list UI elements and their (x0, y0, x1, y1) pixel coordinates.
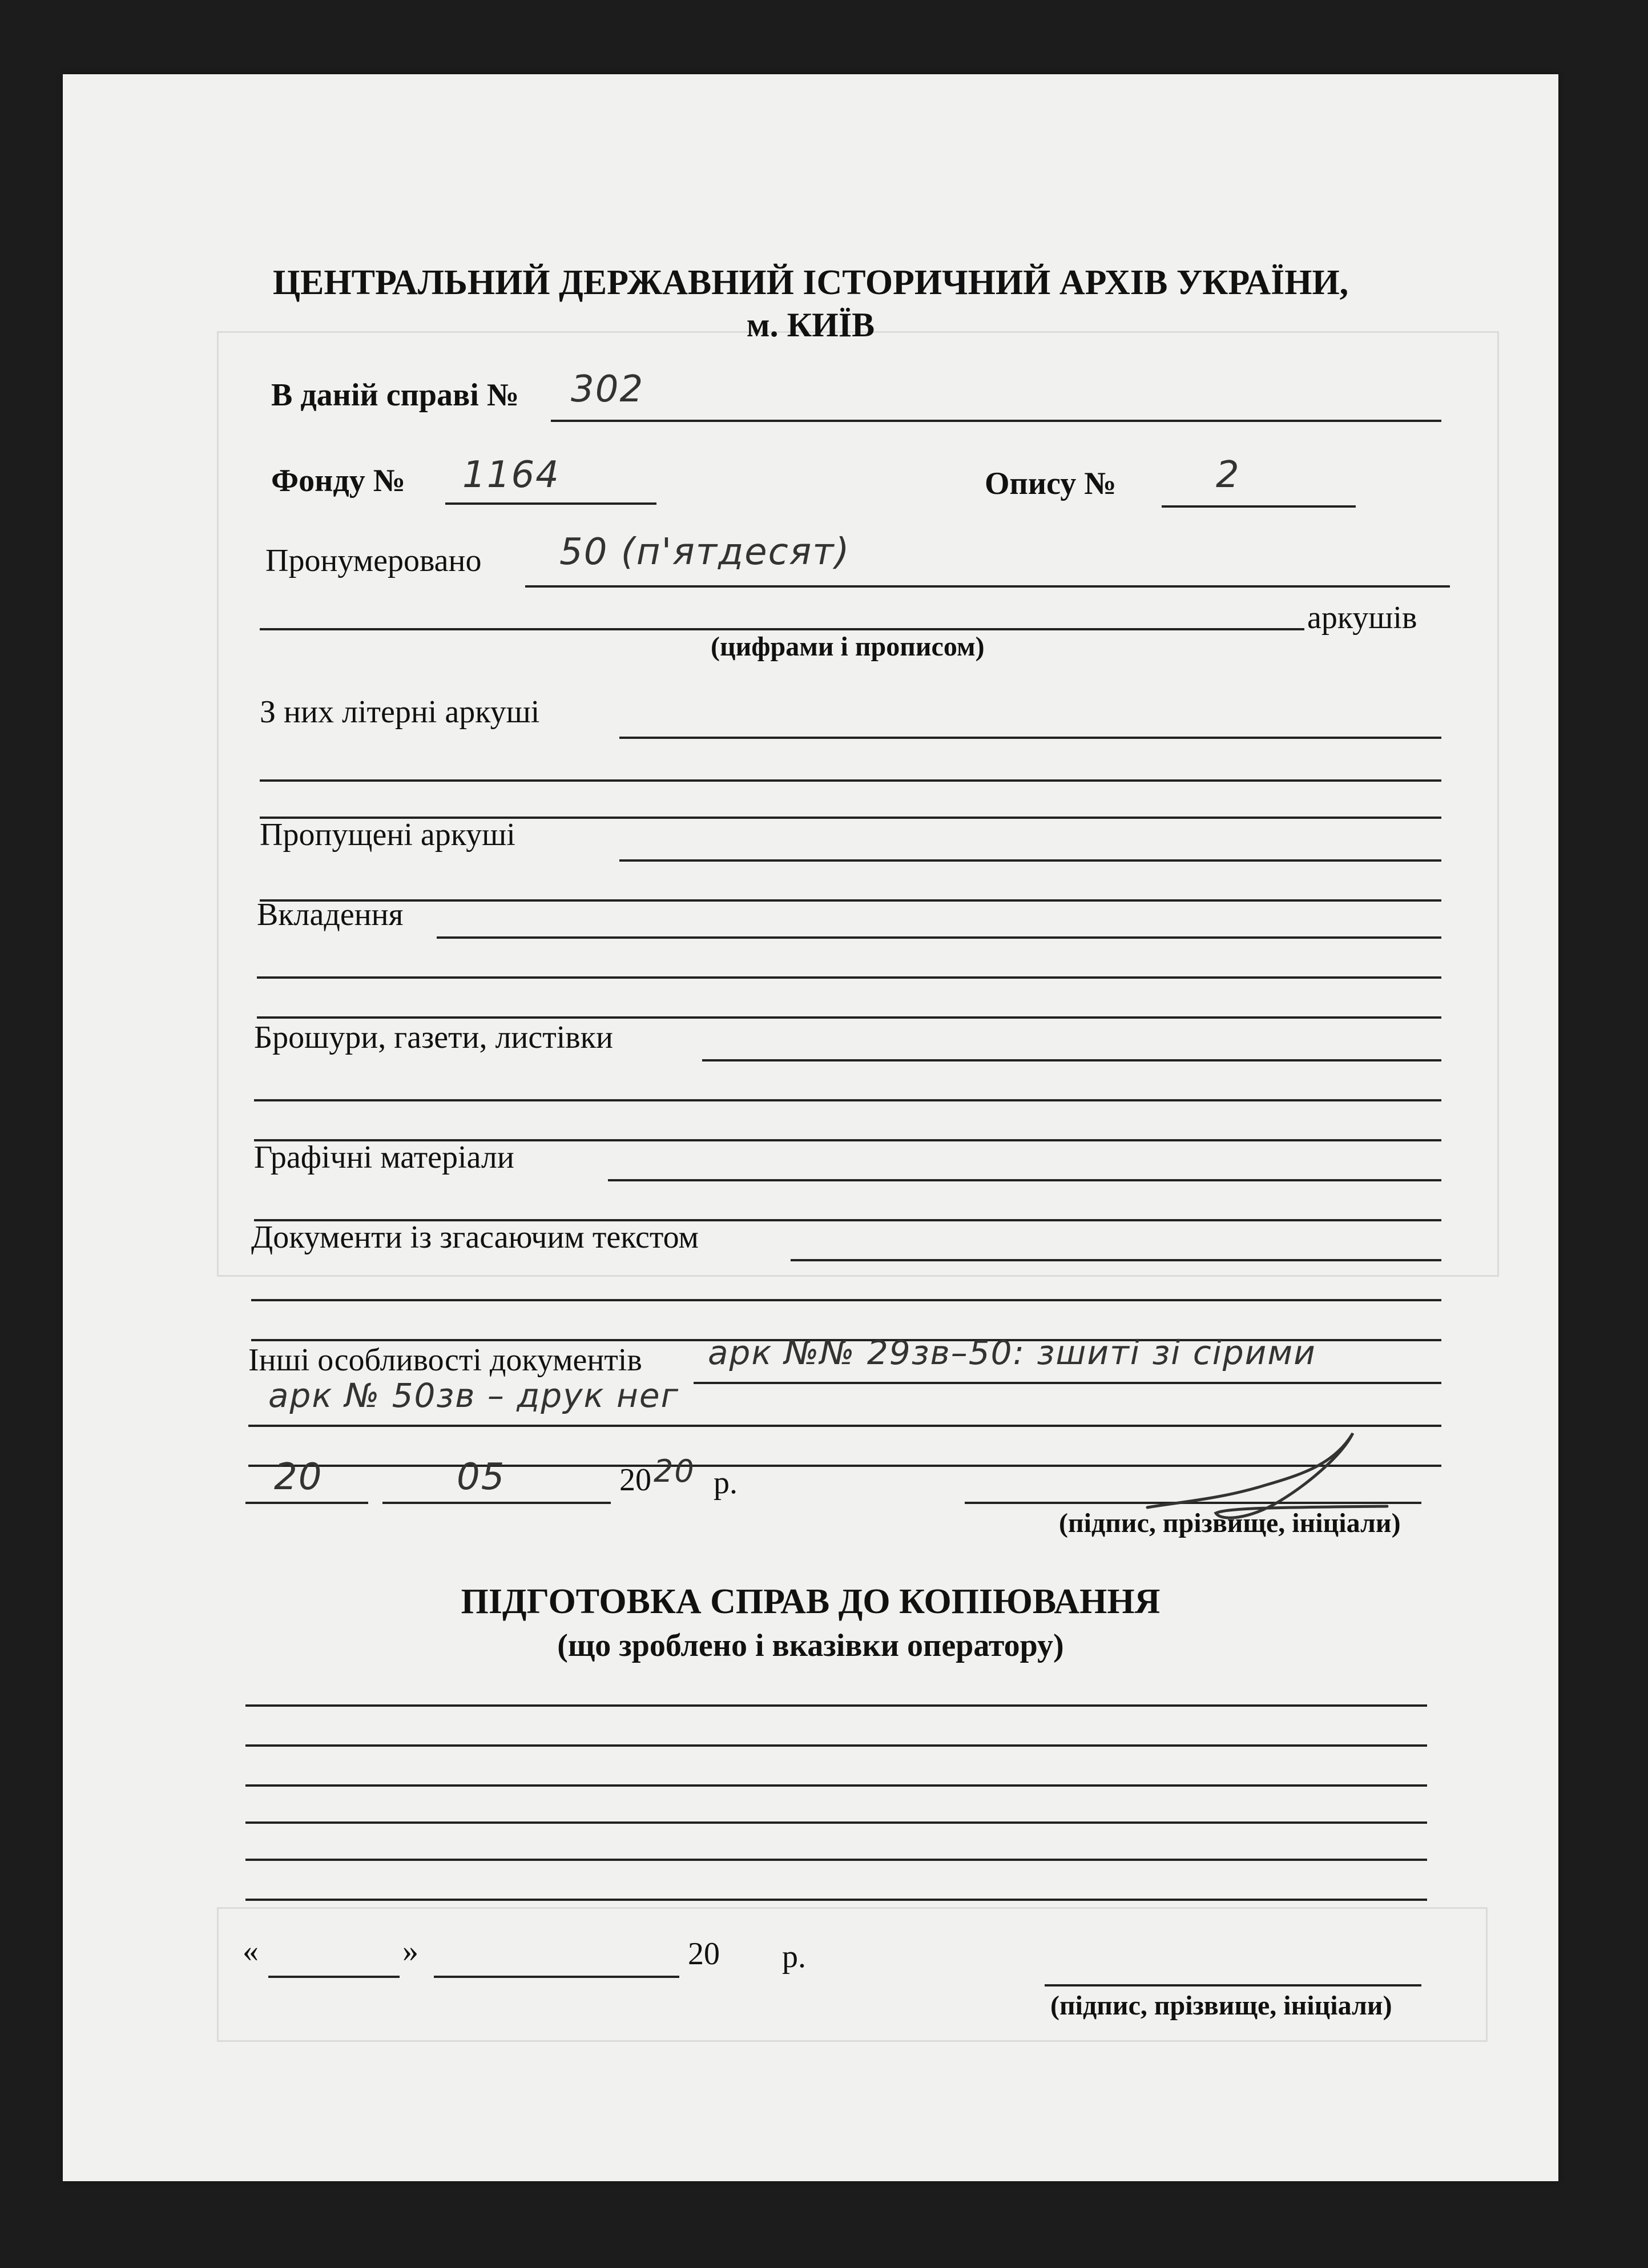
prep-line-1 (245, 1704, 1427, 1707)
brochures-line-1 (702, 1059, 1441, 1061)
date-day-line (245, 1502, 368, 1504)
date-day-value: 20 (274, 1456, 323, 1498)
prep-month-line (434, 1976, 679, 1978)
prep-line-3 (245, 1784, 1427, 1787)
fading-line-1 (791, 1259, 1441, 1261)
other-value-2: арк № 50зв – друк нег (268, 1376, 680, 1415)
letter-sheets-label: З них літерні аркуші (260, 694, 540, 730)
date-year-suffix: 20 (654, 1453, 695, 1489)
attachments-label: Вкладення (257, 897, 404, 932)
prep-year-prefix: 20 (688, 1936, 720, 1972)
prep-quote-open: « (243, 1933, 259, 1969)
missing-sheets-line-1 (619, 859, 1441, 862)
numbered-line-1 (525, 585, 1450, 588)
date-month-value: 05 (457, 1456, 506, 1498)
prep-line-6 (245, 1899, 1427, 1901)
fond-line (445, 502, 656, 505)
attachments-line-3 (257, 1016, 1441, 1019)
prep-signature-line (1045, 1984, 1421, 1986)
archive-form-sheet (63, 74, 1558, 2181)
numbered-value: 50 (п'ятдесят) (559, 531, 851, 573)
case-line (551, 420, 1441, 422)
fond-value: 1164 (462, 454, 560, 496)
date-month-line (382, 1502, 611, 1504)
letter-sheets-line-1 (619, 737, 1441, 739)
preparation-title: ПІДГОТОВКА СПРАВ ДО КОПІЮВАННЯ (461, 1582, 1161, 1621)
case-value: 302 (571, 368, 644, 411)
sheets-word: аркушів (1307, 600, 1417, 636)
fading-label: Документи із згасаючим текстом (251, 1220, 699, 1255)
brochures-line-2 (254, 1099, 1441, 1101)
numbered-line-2 (260, 628, 1304, 630)
fond-label: Фонду № (271, 463, 405, 498)
brochures-label: Брошури, газети, листівки (254, 1020, 613, 1055)
other-label: Інші особливості документів (248, 1342, 642, 1378)
missing-sheets-label: Пропущені аркуші (260, 817, 515, 852)
attachments-line-1 (437, 936, 1441, 939)
other-line-1 (694, 1382, 1441, 1384)
letter-sheets-line-2 (260, 779, 1441, 782)
prep-quote-close: » (402, 1933, 418, 1969)
preparation-subtitle: (що зроблено і вказівки оператору) (557, 1628, 1064, 1663)
graphics-line-1 (608, 1179, 1441, 1181)
numbered-hint: (цифрами і прописом) (711, 632, 985, 662)
prep-line-5 (245, 1859, 1427, 1861)
bleed-through-table (217, 331, 1499, 1277)
date-year-prefix: 20 (619, 1462, 651, 1498)
prep-signature-hint: (підпис, прізвище, ініціали) (1050, 1990, 1392, 2021)
missing-sheets-line-2 (260, 899, 1441, 902)
opys-label: Опису № (985, 466, 1117, 501)
archive-name: ЦЕНТРАЛЬНИЙ ДЕРЖАВНИЙ ІСТОРИЧНИЙ АРХІВ УКРАЇНИ, (272, 263, 1349, 302)
prep-day-line (268, 1976, 400, 1978)
case-label: В даній справі № (271, 377, 519, 413)
prep-line-2 (245, 1744, 1427, 1747)
archive-city: м. КИЇВ (746, 306, 875, 344)
prep-year-r: р. (782, 1939, 806, 1975)
opys-value: 2 (1216, 454, 1240, 496)
other-value-1: арк №№ 29зв–50: зшиті зі сірими (708, 1333, 1316, 1372)
signature-hint: (підпис, прізвище, ініціали) (1059, 1508, 1401, 1538)
attachments-line-2 (257, 976, 1441, 979)
fading-line-2 (251, 1299, 1441, 1301)
opys-line (1162, 505, 1356, 508)
date-r: р. (714, 1465, 738, 1501)
prep-line-4 (245, 1821, 1427, 1824)
graphics-label: Графічні матеріали (254, 1140, 514, 1175)
bleed-through-table-bottom (217, 1907, 1488, 2042)
numbered-label: Пронумеровано (265, 543, 482, 578)
